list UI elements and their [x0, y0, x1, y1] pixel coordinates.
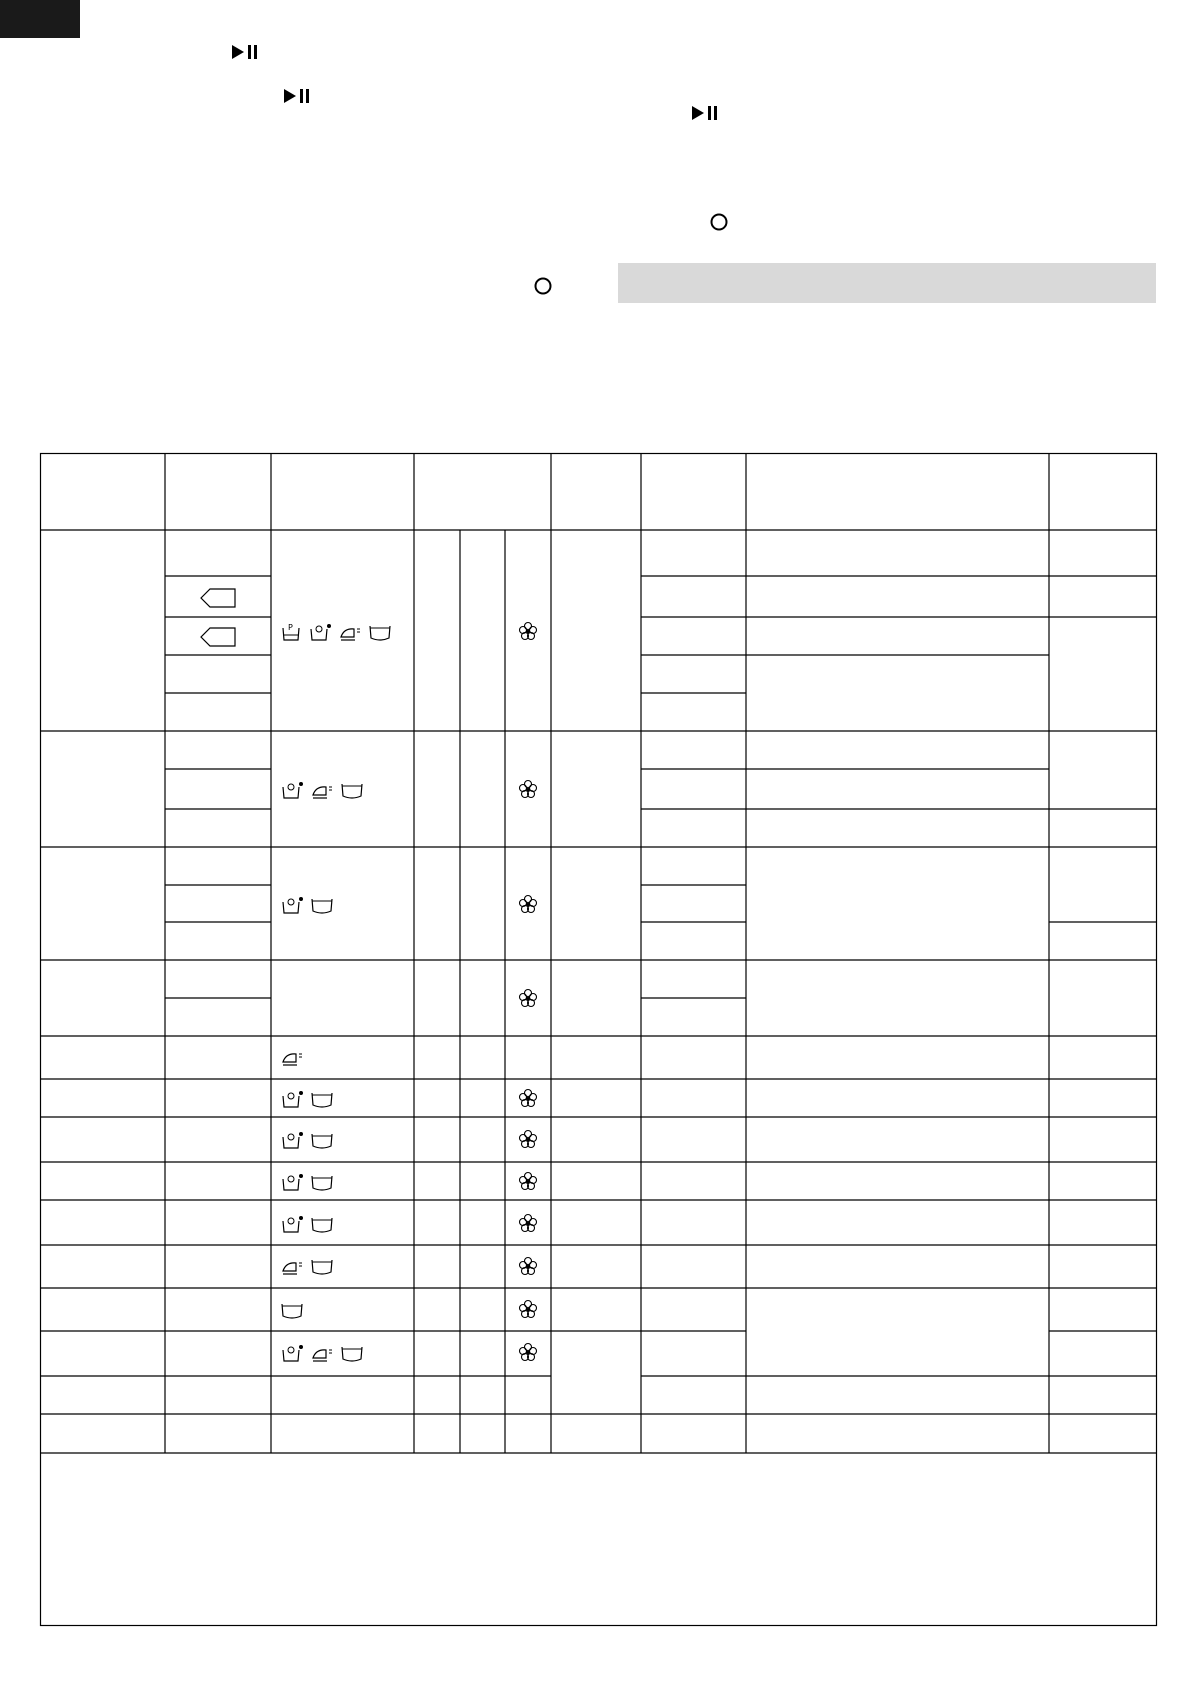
- flower-icon: [518, 1299, 538, 1319]
- rinse-icon: [280, 1256, 304, 1276]
- care-symbols-group: [280, 895, 334, 915]
- care-symbols-group: [280, 1300, 304, 1320]
- care-symbols-group: [280, 622, 392, 642]
- wash-icon: [280, 1214, 304, 1234]
- rinse-icon: [310, 1343, 334, 1363]
- wash-icon: [280, 1089, 304, 1109]
- spin-icon: [310, 895, 334, 915]
- wash-icon: [280, 895, 304, 915]
- flower-icon: [518, 894, 538, 914]
- flower-icon: [518, 988, 538, 1008]
- wash-icon: [280, 1343, 304, 1363]
- flower-icon: [518, 779, 538, 799]
- prewash-icon: [280, 622, 302, 642]
- spin-icon: [310, 1256, 334, 1276]
- tag-label-icon: [200, 588, 236, 613]
- flower-icon: [518, 1213, 538, 1233]
- rinse-icon: [280, 1047, 304, 1067]
- care-symbols-group: [280, 1047, 304, 1067]
- flower-icon: [518, 1171, 538, 1191]
- wash-icon: [280, 1130, 304, 1150]
- spin-icon: [310, 1172, 334, 1192]
- flower-icon: [518, 621, 538, 641]
- care-symbols-group: [280, 1130, 334, 1150]
- care-symbols-group: [280, 1089, 334, 1109]
- spin-icon: [340, 780, 364, 800]
- care-symbols-group: [280, 1172, 334, 1192]
- flower-icon: [518, 1088, 538, 1108]
- wash-icon: [280, 780, 304, 800]
- care-symbols-group: [280, 1256, 334, 1276]
- care-symbols-group: [280, 1214, 334, 1234]
- spin-icon: [310, 1130, 334, 1150]
- flower-icon: [518, 1256, 538, 1276]
- spin-icon: [340, 1343, 364, 1363]
- flower-icon: [518, 1342, 538, 1362]
- wash-icon: [308, 622, 332, 642]
- care-symbols-group: [280, 1343, 364, 1363]
- spin-icon: [310, 1214, 334, 1234]
- spin-icon: [310, 1089, 334, 1109]
- wash-icon: [280, 1172, 304, 1192]
- care-symbols-group: [280, 780, 364, 800]
- rinse-icon: [310, 780, 334, 800]
- flower-icon: [518, 1129, 538, 1149]
- spin-icon: [368, 622, 392, 642]
- tag-label-icon: [200, 627, 236, 652]
- svg-text:P: P: [288, 623, 293, 632]
- rinse-icon: [338, 622, 362, 642]
- spin-icon: [280, 1300, 304, 1320]
